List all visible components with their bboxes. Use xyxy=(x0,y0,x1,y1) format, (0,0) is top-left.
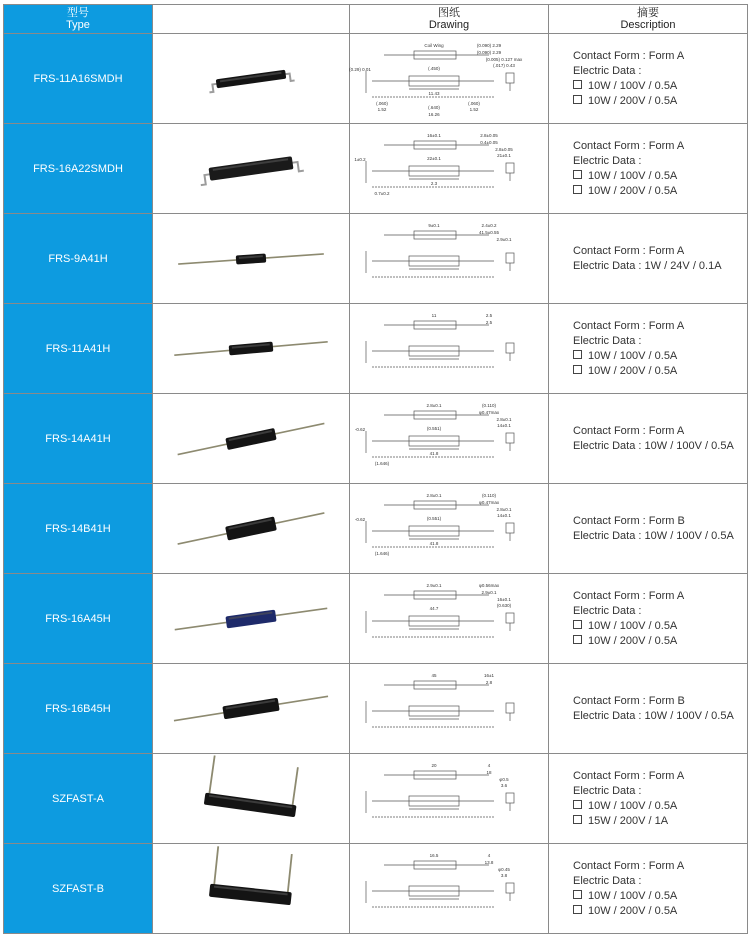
drawing-dimension-label: 4 xyxy=(487,853,491,858)
checkbox-icon xyxy=(573,905,582,914)
table-row xyxy=(4,844,748,934)
model-cell xyxy=(4,574,153,664)
drawing-dimension-label: 14±0.1 xyxy=(497,422,511,428)
header-desc-cn: 摘要 xyxy=(637,7,659,19)
drawing-dimension-label: 16±0.1 xyxy=(427,133,441,138)
checkbox-icon xyxy=(573,350,582,359)
description-cell xyxy=(549,754,748,844)
photo-cell xyxy=(153,214,350,304)
rating-text: 10W / 200V / 0.5A xyxy=(588,94,678,107)
electric-data: Electric Data : 10W / 100V / 0.5A xyxy=(573,529,734,542)
drawing-dimension-label: Coil Wing xyxy=(424,42,444,48)
checkbox-icon xyxy=(573,80,582,89)
drawing-dimension-label: 2.8±0.1 xyxy=(426,493,442,498)
model-number: FRS-16A22SMDH xyxy=(33,162,123,175)
rating-item xyxy=(573,799,747,814)
drawing-dimension-label: (0.005) 0.127 max xyxy=(485,56,523,62)
drawing-dimension-label: 0.4±0.05 xyxy=(480,140,498,145)
table-row xyxy=(4,214,748,304)
reed-switch-body xyxy=(173,690,329,727)
model-cell xyxy=(4,394,153,484)
drawing-dimension-label: 1±0.2 xyxy=(354,157,366,162)
component-photo xyxy=(156,666,346,751)
model-cell xyxy=(4,754,153,844)
drawing-dimension-label: 2.8±0.1 xyxy=(496,416,512,422)
model-number: SZFAST-A xyxy=(52,792,104,805)
model-number: FRS-9A41H xyxy=(48,252,108,265)
table-row xyxy=(4,124,748,214)
drawing-dimension-label: 14±0.1 xyxy=(497,513,511,518)
reed-switch-body xyxy=(208,68,295,92)
contact-form: Contact Form : Form A xyxy=(573,319,685,332)
description-cell xyxy=(549,844,748,934)
header-type xyxy=(4,5,153,34)
drawing-dimension-label: 45 xyxy=(431,673,437,678)
technical-drawing xyxy=(354,397,544,481)
model-cell xyxy=(4,304,153,394)
drawing-dimension-label: φ0.47max xyxy=(478,409,500,415)
reed-switch-spec-table xyxy=(3,4,748,934)
description-cell xyxy=(549,214,748,304)
rating-text: 10W / 100V / 0.5A xyxy=(588,619,678,632)
drawing-dimension-label: 41.8 xyxy=(429,450,439,456)
rating-item xyxy=(573,79,747,94)
drawing-cell xyxy=(350,34,549,124)
reed-switch-body xyxy=(174,602,328,635)
drawing-dimension-label: (.450) xyxy=(428,65,440,71)
drawing-dimension-label: (.060) xyxy=(468,100,480,106)
header-drawing-cn: 图纸 xyxy=(438,7,460,19)
table-row xyxy=(4,754,748,844)
table-row xyxy=(4,574,748,664)
contact-form: Contact Form : Form B xyxy=(573,514,685,527)
table-row xyxy=(4,34,748,124)
checkbox-icon xyxy=(573,185,582,194)
reed-switch-body xyxy=(209,846,296,905)
rating-item xyxy=(573,904,747,919)
drawing-dimension-label: 2.8±0.05 xyxy=(495,147,513,152)
drawing-dimension-label: φ0.47max xyxy=(478,500,500,505)
component-photo xyxy=(156,126,346,211)
checkbox-icon xyxy=(573,95,582,104)
drawing-dimension-label: 41.8 xyxy=(429,541,439,546)
drawing-dimension-label: 1.52 xyxy=(469,106,479,112)
rating-text: 10W / 100V / 0.5A xyxy=(588,349,678,362)
checkbox-icon xyxy=(573,620,582,629)
checkbox-icon xyxy=(573,800,582,809)
header-drawing-en: Drawing xyxy=(428,19,470,31)
electric-data-header: Electric Data : xyxy=(573,604,642,617)
drawing-dimension-label: 4 xyxy=(487,762,491,768)
drawing-dimension-label: 44.7 xyxy=(429,605,439,611)
rating-item xyxy=(573,169,747,184)
electric-data: Electric Data : 10W / 100V / 0.5A xyxy=(573,439,734,452)
photo-cell xyxy=(153,664,350,754)
drawing-cell xyxy=(350,664,549,754)
model-cell xyxy=(4,664,153,754)
drawing-dimension-label: 22±0.1 xyxy=(427,156,441,161)
drawing-dimension-label: (0.29) 0.01 xyxy=(349,66,371,72)
drawing-cell xyxy=(350,844,549,934)
drawing-dimension-label: 3.6 xyxy=(500,782,508,788)
drawing-dimension-label: 18 xyxy=(486,769,492,775)
drawing-dimension-label: 2.8±0.1 xyxy=(426,402,442,408)
header-photo xyxy=(153,5,350,34)
drawing-dimension-label: 2.9±0.1 xyxy=(481,589,497,595)
model-cell xyxy=(4,214,153,304)
photo-cell xyxy=(153,124,350,214)
component-photo xyxy=(156,36,346,122)
reed-switch-body xyxy=(178,249,324,268)
description-cell xyxy=(549,34,748,124)
reed-switch-body xyxy=(176,417,325,460)
drawing-cell xyxy=(350,754,549,844)
reed-switch-body xyxy=(176,506,326,551)
header-drawing xyxy=(350,5,549,34)
drawing-dimension-label: -0.62 xyxy=(354,517,366,522)
drawing-dimension-label: 0.7±0.2 xyxy=(374,191,390,196)
drawing-dimension-label: (0.551) xyxy=(426,425,442,431)
table-row xyxy=(4,484,748,574)
drawing-dimension-label: (.060) xyxy=(376,100,388,106)
rating-item xyxy=(573,364,747,379)
drawing-dimension-label: 3.8 xyxy=(500,873,508,878)
drawing-dimension-label: 2.8 xyxy=(485,680,493,685)
component-photo xyxy=(156,846,346,931)
photo-cell xyxy=(153,34,350,124)
model-number: FRS-16B45H xyxy=(45,702,111,715)
contact-form: Contact Form : Form A xyxy=(573,244,685,257)
electric-data-header: Electric Data : xyxy=(573,784,642,797)
description-cell xyxy=(549,484,748,574)
photo-cell xyxy=(153,754,350,844)
drawing-dimension-label: φ0.5 xyxy=(499,776,509,782)
drawing-dimension-label: (1.646) xyxy=(374,460,390,466)
description-cell xyxy=(549,124,748,214)
drawing-dimension-label: φ0.45 xyxy=(498,867,510,872)
header-row xyxy=(4,5,748,34)
rating-text: 10W / 200V / 0.5A xyxy=(588,184,678,197)
drawing-dimension-label: 2.8±0.1 xyxy=(496,507,512,512)
drawing-dimension-label: 9±0.1 xyxy=(428,222,440,228)
drawing-dimension-label: (0.110) xyxy=(482,402,496,408)
drawing-dimension-label: (0.090) 2.29 xyxy=(476,42,502,48)
photo-cell xyxy=(153,844,350,934)
technical-drawing xyxy=(354,487,544,570)
drawing-cell xyxy=(350,484,549,574)
model-cell xyxy=(4,34,153,124)
rating-text: 10W / 100V / 0.5A xyxy=(588,889,678,902)
model-number: FRS-14A41H xyxy=(45,432,111,445)
drawing-cell xyxy=(350,124,549,214)
description-cell xyxy=(549,664,748,754)
model-cell xyxy=(4,844,153,934)
rating-text: 10W / 100V / 0.5A xyxy=(588,79,678,92)
description-cell xyxy=(549,574,748,664)
drawing-dimension-label: 2.9±0.1 xyxy=(426,582,442,588)
drawing-dimension-label: 2.9±0.1 xyxy=(496,236,512,242)
drawing-cell xyxy=(350,574,549,664)
checkbox-icon xyxy=(573,170,582,179)
photo-cell xyxy=(153,484,350,574)
technical-drawing xyxy=(354,217,544,301)
drawing-dimension-label: 16.26 xyxy=(428,111,440,117)
drawing-dimension-label: 2.5 xyxy=(485,320,493,325)
electric-data-header: Electric Data : xyxy=(573,154,642,167)
rating-item xyxy=(573,184,747,199)
drawing-dimension-label: (0.090) 2.29 xyxy=(476,49,502,55)
rating-item xyxy=(573,889,747,904)
contact-form: Contact Form : Form A xyxy=(573,139,685,152)
drawing-dimension-label: (0.551) xyxy=(426,516,442,521)
table-body xyxy=(4,34,748,934)
table-row xyxy=(4,304,748,394)
model-number: FRS-16A45H xyxy=(45,612,111,625)
electric-data-header: Electric Data : xyxy=(573,64,642,77)
drawing-dimension-label: 16±1 xyxy=(484,673,494,678)
drawing-dimension-label: 2.3 xyxy=(430,181,438,186)
photo-cell xyxy=(153,574,350,664)
rating-item xyxy=(573,94,747,109)
drawing-cell xyxy=(350,304,549,394)
drawing-dimension-label: 16.5 xyxy=(429,853,439,858)
rating-text: 10W / 100V / 0.5A xyxy=(588,169,678,182)
table-row xyxy=(4,394,748,484)
component-photo xyxy=(156,576,346,662)
header-type-cn: 型号 xyxy=(67,7,89,19)
rating-text: 10W / 200V / 0.5A xyxy=(588,634,678,647)
table-row xyxy=(4,664,748,754)
drawing-dimension-label: 2.8±0.05 xyxy=(480,133,498,138)
drawing-dimension-label: 2.4±0.2 xyxy=(481,222,497,228)
checkbox-icon xyxy=(573,890,582,899)
technical-drawing xyxy=(354,577,544,661)
model-cell xyxy=(4,124,153,214)
header-type-en: Type xyxy=(66,19,90,31)
reed-switch-body xyxy=(199,155,304,185)
rating-text: 10W / 200V / 0.5A xyxy=(588,904,678,917)
drawing-dimension-label: 13.8 xyxy=(484,860,494,865)
technical-drawing xyxy=(354,667,544,750)
drawing-cell xyxy=(350,394,549,484)
technical-drawing xyxy=(354,127,544,210)
electric-data: Electric Data : 1W / 24V / 0.1A xyxy=(573,259,722,272)
contact-form: Contact Form : Form B xyxy=(573,694,685,707)
contact-form: Contact Form : Form A xyxy=(573,424,685,437)
rating-item xyxy=(573,349,747,364)
rating-text: 10W / 100V / 0.5A xyxy=(588,799,678,812)
electric-data-header: Electric Data : xyxy=(573,334,642,347)
drawing-dimension-label: 20 xyxy=(431,762,437,768)
checkbox-icon xyxy=(573,635,582,644)
model-number: SZFAST-B xyxy=(52,882,104,895)
header-description xyxy=(549,5,748,34)
description-cell xyxy=(549,304,748,394)
drawing-dimension-label: (1.646) xyxy=(374,551,390,556)
drawing-dimension-label: 21±0.1 xyxy=(497,153,511,158)
reed-switch-body xyxy=(174,337,328,360)
electric-data: Electric Data : 10W / 100V / 0.5A xyxy=(573,709,734,722)
contact-form: Contact Form : Form A xyxy=(573,49,685,62)
photo-cell xyxy=(153,394,350,484)
technical-drawing xyxy=(349,37,544,121)
drawing-dimension-label: 2.5 xyxy=(485,313,493,318)
rating-item xyxy=(573,619,747,634)
drawing-cell xyxy=(350,214,549,304)
model-number: FRS-14B41H xyxy=(45,522,111,535)
drawing-dimension-label: (.017) 0.43 xyxy=(493,62,515,68)
header-desc-en: Description xyxy=(620,19,676,31)
rating-text: 15W / 200V / 1A xyxy=(588,814,669,827)
drawing-dimension-label: 1.52 xyxy=(377,106,387,112)
component-photo xyxy=(156,486,346,571)
contact-form: Contact Form : Form A xyxy=(573,859,685,872)
component-photo xyxy=(156,216,346,302)
rating-item xyxy=(573,814,747,829)
component-photo xyxy=(156,396,346,482)
contact-form: Contact Form : Form A xyxy=(573,589,685,602)
drawing-dimension-label: (.640) xyxy=(428,104,440,110)
drawing-dimension-label: (0.110) xyxy=(482,493,496,498)
drawing-dimension-label: 41.5±0.55 xyxy=(479,229,499,235)
drawing-dimension-label: 16±0.1 xyxy=(497,596,511,602)
description-cell xyxy=(549,394,748,484)
reed-switch-body xyxy=(204,754,302,816)
component-photo xyxy=(156,756,346,842)
drawing-dimension-label: φ0.56max xyxy=(478,582,500,588)
model-number: FRS-11A16SMDH xyxy=(33,72,123,85)
drawing-dimension-label: -0.62 xyxy=(354,426,366,432)
contact-form: Contact Form : Form A xyxy=(573,769,685,782)
checkbox-icon xyxy=(573,815,582,824)
drawing-dimension-label: 11 xyxy=(431,313,437,318)
rating-text: 10W / 200V / 0.5A xyxy=(588,364,678,377)
technical-drawing xyxy=(354,847,544,930)
electric-data-header: Electric Data : xyxy=(573,874,642,887)
technical-drawing xyxy=(354,757,544,841)
component-photo xyxy=(156,306,346,391)
drawing-dimension-label: 11.43 xyxy=(428,90,440,96)
model-cell xyxy=(4,484,153,574)
drawing-dimension-label: (0.630) xyxy=(496,602,512,608)
photo-cell xyxy=(153,304,350,394)
model-number: FRS-11A41H xyxy=(45,342,111,355)
checkbox-icon xyxy=(573,365,582,374)
technical-drawing xyxy=(354,307,544,390)
rating-item xyxy=(573,634,747,649)
